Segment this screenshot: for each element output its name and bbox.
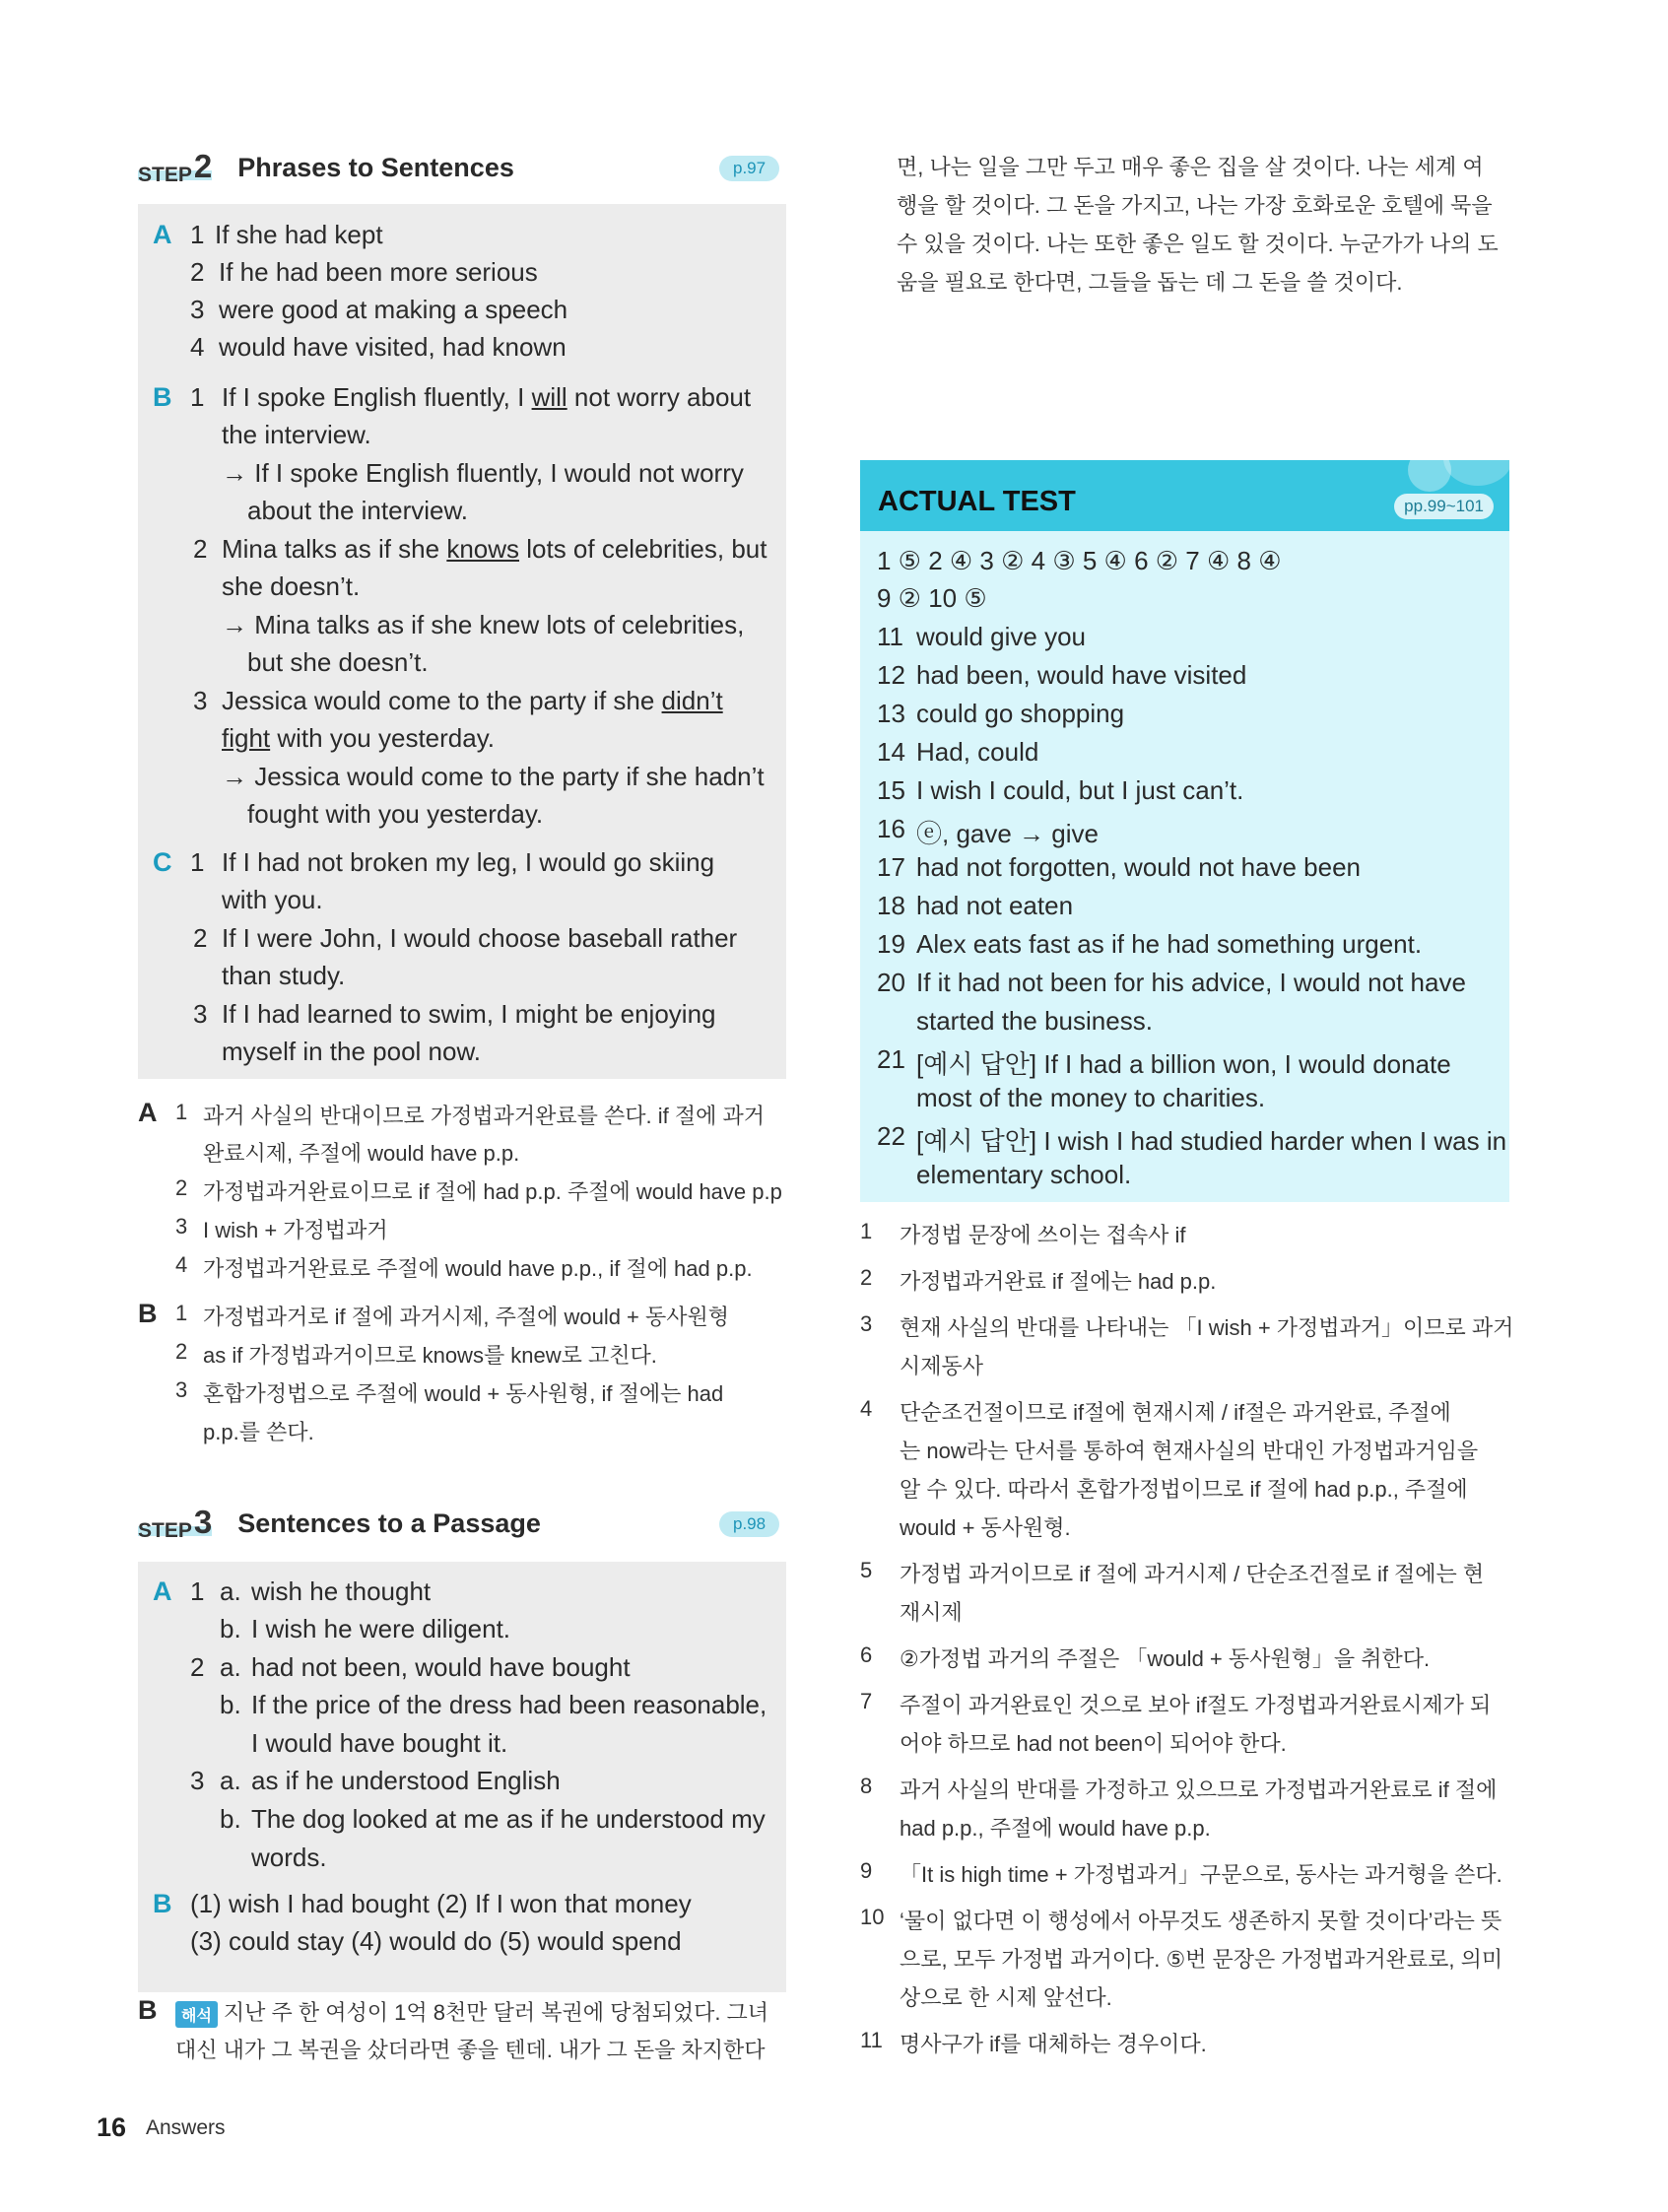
step3-expl-line-2: 대신 내가 그 복권을 샀더라면 좋을 텐데. 내가 그 돈을 차지한다	[175, 2038, 766, 2062]
continuation-line-1: 면, 나는 일을 그만 두고 매우 좋은 집을 살 것이다. 나는 세계 여	[897, 155, 1484, 179]
step2-b-rewrite-3: → Jessica would come to the party if she hadn’t	[222, 762, 765, 791]
step2-a-text-1: If she had kept	[215, 220, 383, 249]
actual-test-mc-row-2: 9 ② 10 ⑤	[877, 583, 987, 613]
step3-a-key: A	[153, 1576, 172, 1606]
at-expl-line-6: ②가정법 과거의 주절은 「would + 동사원형」을 취한다.	[900, 1646, 1431, 1671]
step2-expl-a-num-2: 2	[175, 1175, 188, 1200]
step3-a-letter-6: b.	[220, 1804, 241, 1834]
step2-b-num-1: 1	[190, 382, 205, 412]
step2-b-num-2: 2	[193, 534, 208, 564]
step2-a-text-2: If he had been more serious	[219, 257, 538, 287]
at-expl-line-10-cont-1: 으로, 모두 가정법 과거이다. ⑤번 문장은 가정법과거완료로, 의미	[900, 1947, 1503, 1972]
footer-label: Answers	[146, 2116, 226, 2139]
step3-a-line-1: wish he thought	[251, 1576, 432, 1606]
step2-c-line-2: with you.	[222, 885, 323, 914]
step2-b-3-error: didn’t	[661, 686, 723, 715]
step3-a-line-5: I would have bought it.	[251, 1728, 508, 1758]
step2-c-num-1: 1	[190, 847, 205, 877]
step2-expl-a-num-3: 3	[175, 1214, 188, 1239]
step3-b-key: B	[153, 1889, 172, 1918]
step3-a-letter-2: b.	[220, 1614, 241, 1643]
step2-a-num-4: 4	[190, 332, 205, 362]
at-expl-line-11: 명사구가 if를 대체하는 경우이다.	[900, 2032, 1207, 2056]
step2-b-sentence-2-cont: she doesn’t.	[222, 571, 361, 601]
step2-b-rewrite-1-cont: about the interview.	[247, 496, 469, 525]
step2-header	[138, 148, 514, 187]
at-expl-num-2: 2	[860, 1265, 873, 1290]
step2-b-sentence-3	[222, 686, 723, 716]
step2-b-sentence-1-cont: the interview.	[222, 420, 371, 449]
at-expl-num-3: 3	[860, 1311, 873, 1336]
step2-c-line-4: than study.	[222, 961, 346, 990]
step3-a-letter-4: b.	[220, 1690, 241, 1719]
actual-test-title: ACTUAL TEST	[878, 486, 1076, 517]
at-num-17: 17	[877, 852, 905, 882]
at-expl-num-10: 10	[860, 1905, 885, 1929]
step2-b-sentence-2	[222, 534, 767, 565]
at-ans-20-cont: started the business.	[916, 1006, 1153, 1036]
step3-expl-line-1	[175, 1996, 768, 2028]
step3-a-line-8: words.	[251, 1843, 327, 1872]
at-num-16: 16	[877, 814, 905, 843]
at-num-20: 20	[877, 968, 905, 997]
step2-expl-b-num-3: 3	[175, 1377, 188, 1402]
at-num-18: 18	[877, 891, 905, 920]
at-expl-line-5-cont: 재시제	[900, 1600, 963, 1625]
step2-number: 2	[193, 148, 213, 184]
step2-c-line-3: If I were John, I would choose baseball rather	[222, 923, 738, 953]
step2-expl-a-line-1: 과거 사실의 반대이므로 가정법과거완료를 쓴다. if 절에 과거	[203, 1104, 765, 1128]
at-ans-13: could go shopping	[916, 699, 1125, 728]
step3-number: 3	[193, 1504, 213, 1540]
step3-a-letter-3: a.	[220, 1652, 241, 1682]
step2-mark	[138, 148, 212, 187]
step2-expl-a-line-4: I wish + 가정법과거	[203, 1218, 388, 1242]
step2-word: STEP	[138, 164, 192, 186]
at-expl-num-11: 11	[860, 2028, 883, 2052]
step3-a-line-4: If the price of the dress had been reasonable,	[251, 1690, 767, 1719]
step2-a-key: A	[153, 220, 172, 249]
step2-b-num-3: 3	[193, 686, 208, 715]
at-ans-14: Had, could	[916, 737, 1039, 767]
step2-b-3-error-cont: fight	[222, 723, 271, 753]
step2-b-3-part-a: Jessica would come to the party if she	[222, 686, 662, 715]
step3-mark	[138, 1504, 212, 1543]
step2-b-rewrite-1: → If I spoke English fluently, I would not worry	[222, 458, 744, 488]
at-expl-line-7-cont: 어야 하므로 had not been이 되어야 한다.	[900, 1731, 1287, 1756]
at-expl-num-1: 1	[860, 1219, 873, 1243]
step3-expl-text-1: 지난 주 한 여성이 1억 8천만 달러 복권에 당첨되었다. 그녀	[223, 2000, 769, 2025]
step2-a-num-1: 1	[190, 220, 205, 249]
actual-test-page-ref: pp.99~101	[1394, 494, 1494, 519]
at-expl-num-8: 8	[860, 1774, 873, 1798]
step3-word: STEP	[138, 1519, 192, 1542]
at-ans-18: had not eaten	[916, 891, 1074, 920]
step2-b-1-error: will	[531, 382, 567, 412]
at-expl-line-4-cont-1: 는 now라는 단서를 통하여 현재사실의 반대인 가정법과거임을	[900, 1439, 1479, 1463]
at-ans-21: [예시 답안] If I had a billion won, I would donate	[916, 1049, 1451, 1079]
step2-a-text-4: would have visited, had known	[219, 332, 567, 362]
actual-test-header	[860, 460, 1509, 531]
step2-expl-b-num-2: 2	[175, 1339, 188, 1364]
step2-expl-a-line-3: 가정법과거완료이므로 if 절에 had p.p. 주절에 would have p.p	[203, 1179, 782, 1204]
step2-title: Phrases to Sentences	[237, 152, 514, 182]
step3-a-num-3: 3	[190, 1766, 205, 1795]
at-expl-line-2: 가정법과거완료 if 절에는 had p.p.	[900, 1269, 1217, 1294]
step2-page-ref: p.97	[719, 156, 779, 181]
step3-header	[138, 1504, 541, 1543]
step3-a-line-3: had not been, would have bought	[251, 1652, 631, 1682]
step3-b-line-1: (1) wish I had bought (2) If I won that money	[190, 1889, 692, 1918]
at-ans-11: would give you	[916, 622, 1086, 651]
at-ans-19: Alex eats fast as if he had something urgent.	[916, 929, 1423, 959]
at-expl-line-8-cont: had p.p., 주절에 would have p.p.	[900, 1816, 1211, 1841]
step2-expl-a-line-5: 가정법과거완료로 주절에 would have p.p., if 절에 had p.p.	[203, 1256, 753, 1281]
at-expl-line-4-cont-2: 알 수 있다. 따라서 혼합가정법이므로 if 절에 had p.p., 주절에	[900, 1477, 1468, 1502]
at-expl-line-10-cont-2: 상으로 한 시제 앞선다.	[900, 1985, 1112, 2010]
step2-b-2-part-b: lots of celebrities, but	[519, 534, 767, 564]
step2-expl-b-line-1: 가정법과거로 if 절에 과거시제, 주절에 would + 동사원형	[203, 1305, 730, 1329]
step2-b-rewrite-3-cont: fought with you yesterday.	[247, 799, 544, 829]
step3-b-line-2: (3) could stay (4) would do (5) would spend	[190, 1926, 682, 1956]
step2-b-key: B	[153, 382, 172, 412]
step2-expl-a-line-2: 완료시제, 주절에 would have p.p.	[203, 1141, 520, 1166]
step2-expl-a-num-4: 4	[175, 1252, 188, 1277]
step2-c-line-1: If I had not broken my leg, I would go skiing	[222, 847, 715, 877]
step3-a-num-1: 1	[190, 1576, 205, 1606]
step2-expl-b-line-3: 혼합가정법으로 주절에 would + 동사원형, if 절에는 had	[203, 1381, 724, 1406]
at-num-11: 11	[877, 622, 903, 651]
actual-test-mc-row-1: 1 ⑤ 2 ④ 3 ② 4 ③ 5 ④ 6 ② 7 ④ 8 ④	[877, 546, 1282, 575]
at-expl-line-9: 「It is high time + 가정법과거」구문으로, 동사는 과거형을 쓴다.	[900, 1862, 1502, 1887]
step2-expl-b-line-2: as if 가정법과거이므로 knows를 knew로 고친다.	[203, 1343, 657, 1368]
at-num-22: 22	[877, 1121, 905, 1151]
at-expl-line-7: 주절이 과거완료인 것으로 보아 if절도 가정법과거완료시제가 되	[900, 1693, 1492, 1717]
at-expl-line-4-cont-3: would + 동사원형.	[900, 1515, 1071, 1540]
at-expl-line-4: 단순조건절이므로 if절에 현재시제 / if절은 과거완료, 주절에	[900, 1400, 1451, 1425]
page-number: 16	[97, 2112, 127, 2142]
step2-a-num-2: 2	[190, 257, 205, 287]
step2-expl-b-key: B	[138, 1299, 158, 1328]
step3-page-ref: p.98	[719, 1511, 779, 1537]
step2-b-2-part-a: Mina talks as if she	[222, 534, 447, 564]
translation-badge: 해석	[175, 2001, 218, 2028]
at-ans-20: If it had not been for his advice, I would not have	[916, 968, 1466, 997]
step2-b-3-part-c: with you yesterday.	[270, 723, 495, 753]
at-expl-line-3-cont: 시제동사	[900, 1354, 984, 1378]
step2-b-sentence-1	[222, 382, 751, 413]
step2-c-num-2: 2	[193, 923, 208, 953]
step2-b-1-part-a: If I spoke English fluently, I	[222, 382, 532, 412]
at-num-15: 15	[877, 775, 905, 805]
at-expl-num-9: 9	[860, 1858, 873, 1883]
at-ans-12: had been, would have visited	[916, 660, 1247, 690]
continuation-line-4: 움을 필요로 한다면, 그들을 돕는 데 그 돈을 쓸 것이다.	[897, 270, 1403, 295]
step2-c-line-6: myself in the pool now.	[222, 1037, 482, 1066]
step2-b-rewrite-2: → Mina talks as if she knew lots of celebrities,	[222, 610, 745, 639]
at-expl-num-4: 4	[860, 1396, 873, 1421]
at-num-19: 19	[877, 929, 905, 959]
at-ans-15: I wish I could, but I just can’t.	[916, 775, 1244, 805]
at-num-12: 12	[877, 660, 905, 690]
step2-a-text-3: were good at making a speech	[219, 295, 568, 324]
step3-a-num-2: 2	[190, 1652, 205, 1682]
at-num-14: 14	[877, 737, 905, 767]
step3-expl-key: B	[138, 1995, 158, 2025]
step2-b-sentence-3-cont	[222, 723, 495, 754]
step3-a-line-7: The dog looked at me as if he understood my	[251, 1804, 766, 1834]
at-num-21: 21	[877, 1044, 905, 1074]
continuation-line-3: 수 있을 것이다. 나는 또한 좋은 일도 할 것이다. 누군가가 나의 도	[897, 232, 1499, 256]
at-ans-21-cont: most of the money to charities.	[916, 1083, 1266, 1112]
at-ans-16: ⓔ, gave → give	[916, 819, 1099, 848]
step2-b-1-part-b: not worry about	[567, 382, 752, 412]
step2-c-key: C	[153, 847, 172, 877]
at-expl-line-8: 과거 사실의 반대를 가정하고 있으므로 가정법과거완료로 if 절에	[900, 1777, 1498, 1802]
at-expl-line-5: 가정법 과거이므로 if 절에 과거시제 / 단순조건절로 if 절에는 현	[900, 1562, 1485, 1586]
at-expl-line-1: 가정법 문장에 쓰이는 접속사 if	[900, 1223, 1186, 1247]
step2-c-line-5: If I had learned to swim, I might be enjoying	[222, 999, 716, 1029]
at-expl-num-7: 7	[860, 1689, 873, 1713]
at-ans-17: had not forgotten, would not have been	[916, 852, 1362, 882]
step2-expl-b-line-4: p.p.를 쓴다.	[203, 1420, 314, 1444]
step2-b-2-error: knows	[446, 534, 520, 564]
at-expl-num-6: 6	[860, 1642, 873, 1667]
step3-a-line-2: I wish he were diligent.	[251, 1614, 511, 1643]
step2-c-num-3: 3	[193, 999, 208, 1029]
continuation-line-2: 행을 할 것이다. 그 돈을 가지고, 나는 가장 호화로운 호텔에 묵을	[897, 193, 1493, 218]
step2-a-num-3: 3	[190, 295, 205, 324]
step3-a-letter-1: a.	[220, 1576, 241, 1606]
step2-expl-a-num-1: 1	[175, 1100, 188, 1124]
step3-title: Sentences to a Passage	[237, 1508, 541, 1538]
at-ans-22-cont: elementary school.	[916, 1160, 1132, 1189]
step2-b-rewrite-2-cont: but she doesn’t.	[247, 647, 429, 677]
step2-expl-b-num-1: 1	[175, 1301, 188, 1325]
step3-a-letter-5: a.	[220, 1766, 241, 1795]
at-num-13: 13	[877, 699, 905, 728]
step3-a-line-6: as if he understood English	[251, 1766, 561, 1795]
at-expl-num-5: 5	[860, 1558, 873, 1582]
at-expl-line-3: 현재 사실의 반대를 나타내는 「I wish + 가정법과거」이므로 과거	[900, 1315, 1514, 1340]
at-expl-line-10: ‘물이 없다면 이 행성에서 아무것도 생존하지 못할 것이다’라는 뜻	[900, 1909, 1502, 1933]
header-bubble-2	[1443, 460, 1509, 486]
at-ans-22: [예시 답안] I wish I had studied harder when I was in	[916, 1126, 1507, 1156]
step2-expl-a-key: A	[138, 1098, 158, 1127]
